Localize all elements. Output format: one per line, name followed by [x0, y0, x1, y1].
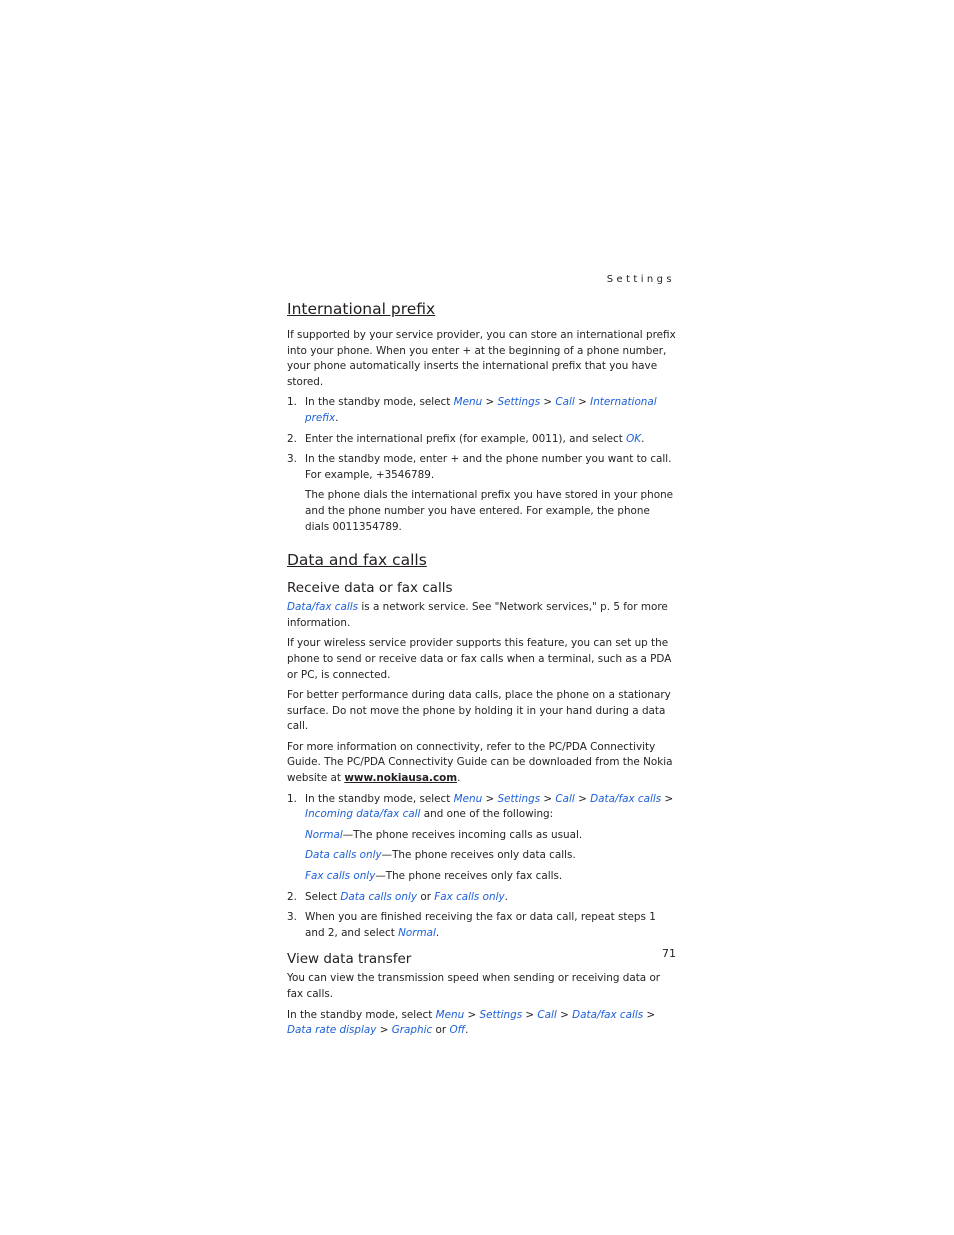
menu-link[interactable]: Menu: [435, 1008, 465, 1021]
call-link[interactable]: Call: [555, 396, 575, 409]
settings-link[interactable]: Settings: [479, 1008, 523, 1021]
step-number: 2.: [287, 890, 297, 903]
separator: >: [376, 1024, 392, 1037]
data-calls-only-link[interactable]: Data calls only: [340, 890, 418, 903]
period: .: [435, 926, 440, 939]
ok-link[interactable]: OK: [626, 432, 642, 445]
data-rate-display-link[interactable]: Data rate display: [287, 1024, 377, 1037]
separator: >: [540, 792, 556, 805]
paragraph-text: is a network service. See "Network services," p. 5 for more information.: [287, 601, 668, 629]
separator: >: [574, 792, 591, 805]
subsection-title-receive: Receive data or fax calls: [287, 580, 453, 597]
step-number: 1.: [287, 396, 297, 409]
list-item: [287, 792, 677, 885]
step-number: 3.: [287, 911, 297, 924]
step-number: 2.: [287, 432, 297, 445]
step-text: When you are finished receiving the fax or data call, repeat steps 1 and 2, and select: [305, 911, 656, 939]
international-prefix-link[interactable]: International prefix: [305, 396, 657, 424]
data-fax-calls-link[interactable]: Data/fax calls: [287, 601, 359, 614]
fax-calls-only-link[interactable]: Fax calls only: [305, 870, 376, 883]
subsection-title-view: View data transfer: [287, 951, 412, 968]
separator: >: [574, 396, 591, 409]
fax-calls-only-link[interactable]: Fax calls only: [434, 890, 505, 903]
option-text: —The phone receives incoming calls as usual.: [342, 828, 583, 841]
step-text: In the standby mode, enter + and the phone number you want to call.: [305, 453, 672, 466]
section-title-data-fax-calls: Data and fax calls: [287, 551, 427, 570]
option-text: —The phone receives only fax calls.: [375, 870, 563, 883]
running-head: Settings: [606, 274, 675, 285]
separator: >: [522, 1008, 538, 1021]
step-text: and one of the following:: [420, 808, 554, 821]
separator: >: [643, 1008, 656, 1021]
page-number: 71: [662, 947, 676, 960]
normal-link[interactable]: Normal: [398, 926, 436, 939]
separator: >: [482, 396, 498, 409]
page-content: [287, 298, 677, 1044]
receive-paragraph-3: For better performance during data calls, place the phone on a stationary surface. Do not move the phone by holding it in your hand during a data call.: [287, 689, 671, 733]
international-intro: If supported by your service provider, you can store an international prefix into your phone. When you enter + at the beginning of a phone number, your phone automatically inserts the international prefix that you have stored.: [287, 329, 676, 388]
conjunction: or: [432, 1024, 450, 1037]
option-data-calls-only: [305, 848, 677, 864]
receive-paragraph-2: If your wireless service provider supports this feature, you can set up the phone to send or receive data or fax calls when a terminal, such as a PDA or PC, is connected.: [287, 637, 672, 681]
option-text: —The phone receives only data calls.: [381, 849, 576, 862]
call-link[interactable]: Call: [537, 1008, 557, 1021]
settings-link[interactable]: Settings: [497, 396, 541, 409]
period: .: [335, 411, 339, 424]
view-paragraph-1: You can view the transmission speed when sending or receiving data or fax calls.: [287, 972, 661, 1000]
list-item: [287, 432, 677, 448]
settings-link[interactable]: Settings: [497, 792, 541, 805]
receive-steps: [287, 792, 677, 942]
separator: >: [661, 792, 674, 805]
step-number: 3.: [287, 453, 297, 466]
data-calls-only-link[interactable]: Data calls only: [305, 849, 382, 862]
period: .: [457, 772, 461, 785]
option-fax-calls-only: [305, 869, 677, 885]
step-text: In the standby mode, select: [305, 792, 454, 805]
receive-paragraph-1: [287, 600, 677, 631]
separator: >: [464, 1008, 480, 1021]
data-fax-calls-link[interactable]: Data/fax calls: [572, 1008, 644, 1021]
graphic-link[interactable]: Graphic: [391, 1024, 433, 1037]
view-paragraph-2: [287, 1008, 677, 1039]
period: .: [465, 1024, 469, 1037]
off-link[interactable]: Off: [449, 1024, 466, 1037]
website-link[interactable]: www.nokiausa.com: [344, 772, 458, 785]
data-fax-calls-link[interactable]: Data/fax calls: [590, 792, 662, 805]
list-item: [287, 395, 677, 426]
paragraph-text: In the standby mode, select: [287, 1008, 436, 1021]
separator: >: [540, 396, 556, 409]
menu-link[interactable]: Menu: [453, 792, 483, 805]
conjunction: or: [417, 890, 435, 903]
step-text: In the standby mode, select: [305, 396, 454, 409]
incoming-data-fax-call-link[interactable]: Incoming data/fax call: [305, 808, 421, 821]
international-steps: [287, 395, 677, 535]
list-item: [287, 910, 677, 941]
step-text: Select: [305, 890, 341, 903]
normal-link[interactable]: Normal: [305, 828, 343, 841]
period: .: [641, 432, 645, 445]
step-number: 1.: [287, 792, 297, 805]
list-item: [287, 890, 677, 906]
receive-paragraph-4: [287, 740, 677, 787]
step-text: Enter the international prefix (for example, 0011), and select: [305, 432, 627, 445]
separator: >: [556, 1008, 573, 1021]
option-normal: [305, 828, 677, 844]
section-title-international-prefix: International prefix: [287, 300, 436, 318]
step-example: For example, +3546789.: [305, 468, 435, 481]
list-item: [287, 452, 677, 535]
paragraph-text: For more information on connectivity, refer to the PC/PDA Connectivity Guide. The PC/PDA Connectivity Guide can be downloaded from the Nokia website at: [287, 740, 673, 785]
separator: >: [482, 792, 498, 805]
step-note: The phone dials the international prefix you have stored in your phone and the phone number you have entered. For example, the phone dials 0011354789.: [305, 489, 674, 533]
call-link[interactable]: Call: [555, 792, 575, 805]
menu-link[interactable]: Menu: [453, 396, 483, 409]
period: .: [504, 890, 508, 903]
